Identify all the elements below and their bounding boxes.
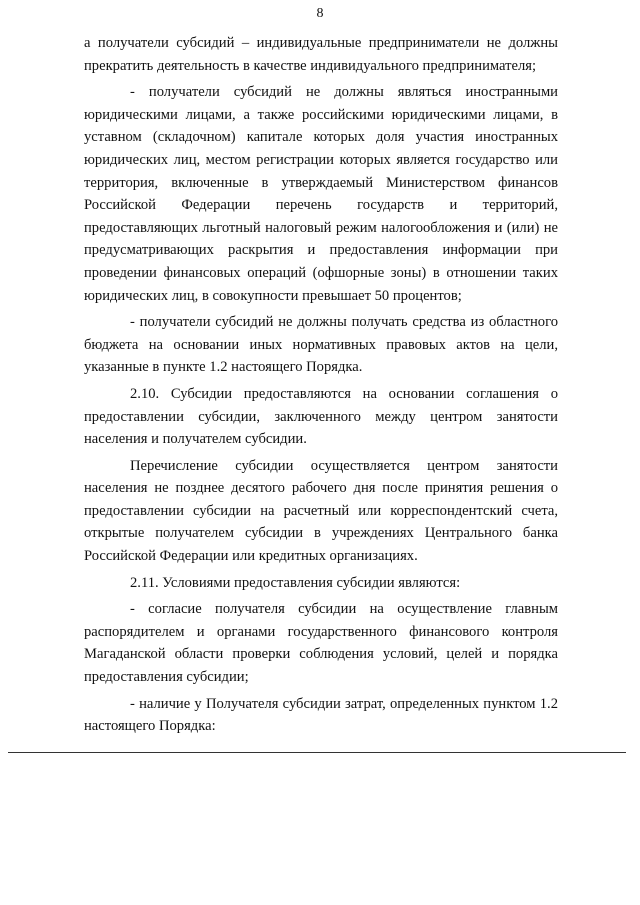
paragraph-transfer: Перечисление субсидии осуществляется центром занятости населения не позднее десятого рабочего дня после принятия решения о предоставлении субсидии на расчетный или корреспондентский счета, открытые получателем субсидии в учреждениях Центрального банка Российской Федерации или кредитных организациях. xyxy=(84,457,558,565)
page-number: 8 xyxy=(316,6,324,21)
paragraph-continuation: а получатели субсидий – индивидуальные предприниматели не должны прекратить деятельность в качестве индивидуального предпринимателя; xyxy=(84,35,558,74)
page-bottom-rule xyxy=(8,752,626,753)
paragraph-consent: - согласие получателя субсидии на осуществление главным распорядителем и органами государственного финансового контроля Магаданской области проверки соблюдения условий, целей и порядка предоставления субсидии; xyxy=(84,601,558,686)
paragraph-costs: - наличие у Получателя субсидии затрат, определенных пунктом 1.2 настоящего Порядка: xyxy=(84,695,558,735)
document-body xyxy=(84,32,558,742)
paragraph-2-11: 2.11. Условиями предоставления субсидии являются: xyxy=(130,574,461,591)
paragraph-2-10: 2.10. Субсидии предоставляются на основании соглашения о предоставлении субсидии, заключенного между центром занятости населения и получателем субсидии. xyxy=(84,385,558,448)
paragraph-regional-budget: - получатели субсидий не должны получать средства из областного бюджета на основании иных нормативных правовых актов на цели, указанные в пункте 1.2 настоящего Порядка. xyxy=(84,314,558,376)
paragraph-foreign-entities: - получатели субсидий не должны являться иностранными юридическими лицами, а также российскими юридическими лицами, в уставном (складочном) капитале которых доля участия иностранных юридических лиц, местом регистрации которых является государство или территория, включенные в утверждаемый Министерством финансов Российской Федерации перечень государств и территорий, предоставляющих льготный налоговый режим налогообложения и (или) не предусматривающих раскрытия и предоставления информации при проведении финансовых операций (офшорные зоны) в отношении таких юридических лиц, в совокупности превышает 50 процентов; xyxy=(84,84,558,304)
